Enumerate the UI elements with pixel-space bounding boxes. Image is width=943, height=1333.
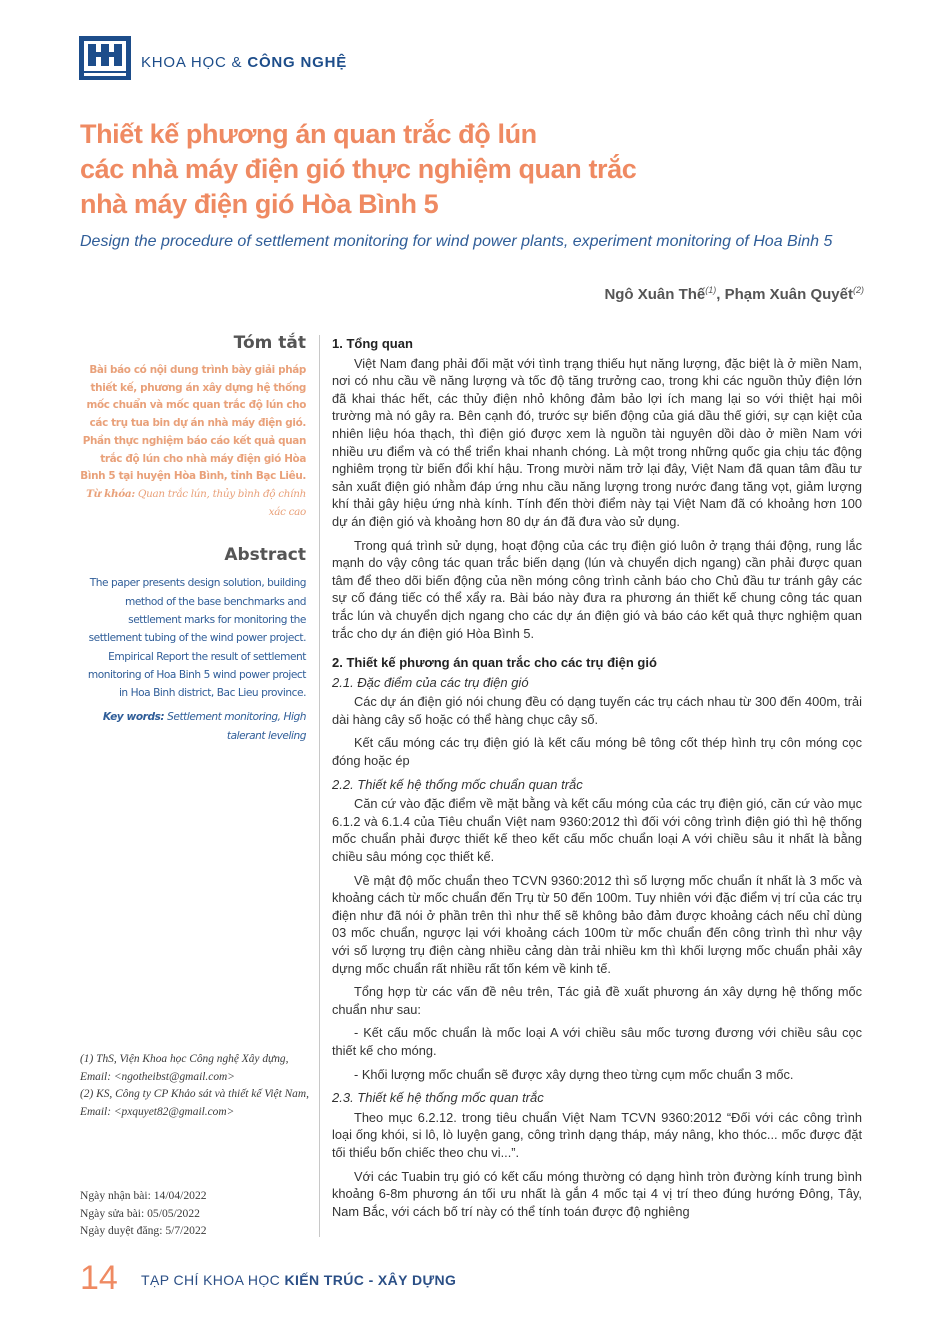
author-footnotes	[80, 1051, 310, 1121]
section-bold: CÔNG NGHỆ	[247, 54, 348, 71]
subsection-2-2-heading: 2.2. Thiết kế hệ thống mốc chuẩn quan trắc	[332, 776, 583, 792]
title-line: nhà máy điện gió Hòa Bình 5	[80, 189, 439, 219]
title-line: Thiết kế phương án quan trắc độ lún	[80, 119, 537, 149]
keywords-en	[80, 708, 306, 745]
paragraph: Với các Tuabin trụ gió có kết cấu móng thường có dạng hình tròn đường kính trung bình khoảng 6-8m phương án tối ưu nhất là gắn 4 mốc tại 4 vị trí theo đúng hướng Đông, Tây, Nam Bắc, với cách bố trí này có thể tính toán được độ nghiêng	[332, 1168, 862, 1219]
paragraph: Việt Nam đang phải đối mặt với tình trạng thiếu hụt năng lượng, đặc biệt là ở miền Nam, nơi có nhu cầu về năng lượng và tốc độ tăng trưởng cao, trong khi các nguồn thủy điện lớn đã khai thác hết, các thủy điện nhỏ không đảm bảo lợi ích mang lại so với thiệt hại môi trường mà nó gây ra. Bên cạnh đó, trước sự biến động của giá dầu thế giới, sự cạn kiệt của nhiên liệu hóa thạch, thì điện gió được xem là nguồn tài nguyên dồi dào ở miền Nam với nhiều ưu điểm và có thể triển khai nhanh chóng. Là một trong những quốc gia chịu tác động nghiêm trọng từ biến đổi khí hậu. Trong mười năm trở lại đây, Việt Nam đã quan tâm đầu tư sản xuất điện gió nhằm đáp ứng nhu cầu năng lượng trong nước đang tăng vọt, giảm lượng khí thải gây hiệu ứng nhà kính. Tính đến thời điểm này tại Việt Nam đã có khoảng hơn 100 dự án điện gió và khoảng hơn 80 dự án đã đưa vào sử dụng.	[332, 355, 862, 529]
section-prefix: KHOA HỌC &	[141, 54, 243, 71]
date-received: Ngày nhận bài: 14/04/2022	[80, 1189, 207, 1202]
author-1: Ngô Xuân Thế	[604, 286, 706, 303]
date-revised: Ngày sửa bài: 05/05/2022	[80, 1206, 200, 1220]
abstract-column	[80, 333, 306, 745]
bullet-item: - Kết cấu mốc chuẩn là mốc loại A với chiều sâu mốc tương đương với chiều sâu cọc thiết kế cho móng.	[332, 1025, 862, 1058]
abstract-en-heading: Abstract	[224, 545, 306, 566]
author-1-affiliation: (1)	[705, 285, 717, 295]
date-accepted: Ngày duyệt đăng: 5/7/2022	[80, 1224, 207, 1238]
article-subtitle: Design the procedure of settlement monitoring for wind power plants, experiment monitoring of Hoa Binh 5	[80, 233, 833, 250]
author-2: Phạm Xuân Quyết	[724, 286, 853, 303]
journal-prefix: TẠP CHÍ KHOA HỌC	[141, 1272, 281, 1288]
abstract-vi-heading: Tóm tắt	[233, 333, 306, 353]
article-dates	[80, 1187, 310, 1240]
footnote-1: (1) ThS, Viện Khoa học Công nghệ Xây dựng, Email: <ngotheibst@gmail.com>	[80, 1053, 289, 1083]
section-label	[141, 54, 347, 71]
article-body	[332, 335, 862, 1220]
bullet-item: - Khối lượng mốc chuẩn sẽ được xây dựng theo từng cụm mốc chuẩn 3 mốc.	[354, 1066, 794, 1082]
title-line: các nhà máy điện gió thực nghiệm quan trắc	[80, 154, 637, 184]
keywords-vi-text: Quan trắc lún, thủy bình độ chính xác cao	[137, 487, 306, 518]
keywords-en-label: Key words:	[102, 711, 165, 724]
institute-logo-icon	[79, 36, 131, 80]
article-title	[80, 117, 860, 222]
author-2-affiliation: (2)	[853, 285, 864, 295]
author-separator: ,	[716, 286, 725, 303]
subsection-2-3-heading: 2.3. Thiết kế hệ thống mốc quan trắc	[332, 1090, 544, 1106]
paragraph: Căn cứ vào đặc điểm về mặt bằng và kết cấu móng của các trụ điện gió, căn cứ vào mục 6.1.2 và 6.1.4 của Tiêu chuẩn Việt nam 9360:2012 thì đối với công trình điện gió thì hệ thống mốc chuẩn phải được thiết kế theo kết cấu mốc chuẩn loại A với chiều sâu it nhất là bằng chiều sâu móng cọc thiết kế.	[332, 796, 862, 865]
keywords-vi-label: Từ khóa:	[86, 487, 135, 500]
abstract-en-text: The paper presents design solution, building method of the base benchmarks and settlement marks for monitoring the settlement tubing of the wind power project. Empirical Report the result of settlement monitoring of Hoa Binh 5 wind power project in Hoa Binh district, Bac Lieu province.	[87, 577, 306, 700]
paragraph: Về mật độ mốc chuẩn theo TCVN 9360:2012 thì số lượng mốc chuẩn ít nhất là 3 mốc và khoảng cách từ mốc chuẩn đến Trụ từ 50 đến 100m. Tuy nhiên với đặc điểm vị trí của các trụ điện như đã nói ở phần trên thì như thế sẽ không bảo đảm được khoảng cách nếu chỉ dùng 03 mốc chuẩn, ngược lại với khoảng cách 100m từ mốc chuẩn đến công trình thì như vậy với số lượng trụ điện càng nhiều cảng dàn trải nhiều km thì khối lượng mốc chuẩn phải xây dựng mốc chuẩn rất nhiều rất tốn kém về kinh tế.	[332, 872, 862, 976]
abstract-vi-text: Bài báo có nội dung trình bày giải pháp thiết kế, phương án xây dựng hệ thống mốc chuẩn và mốc quan trắc độ lún cho các trụ tua bin dự án nhà máy điện gió. Phần thực nghiệm báo cáo kết quả quan trắc độ lún cho nhà máy điện gió Hòa Bình 5 tại huyện Hòa Bình, tỉnh Bạc Liêu.	[80, 364, 306, 483]
keywords-en-text: Settlement monitoring, High talerant leveling	[167, 711, 306, 742]
paragraph: Kết cấu móng các trụ điện gió là kết cấu móng bê tông cốt thép hình trụ côn móng cọc đóng hoặc ép	[332, 735, 862, 769]
footnote-2: (2) KS, Công ty CP Khảo sát và thiết kế Việt Nam,	[80, 1088, 309, 1100]
keywords-vi	[80, 486, 306, 521]
paragraph: Theo mục 6.2.12. trong tiêu chuẩn Việt Nam TCVN 9360:2012 “Đối với các công trình loại ống khói, si lô, lò luyện gang, công trình dạng tháp, máy nâng, kho thóc... mốc được đặt tối thiểu bốn chiếc theo chu vi...”.	[332, 1109, 862, 1160]
journal-name	[141, 1272, 456, 1288]
column-divider	[319, 335, 320, 1237]
footnote-2-email: Email: <pxquyet82@gmail.com>	[80, 1105, 235, 1118]
section-1-heading: 1. Tổng quan	[332, 336, 413, 351]
section-2-heading: 2. Thiết kế phương án quan trắc cho các trụ điện gió	[332, 655, 657, 671]
paragraph: Trong quá trình sử dụng, hoạt động của các trụ điện gió luôn ở trạng thái động, rung lắc mạnh do vậy công tác quan trắc biến dạng (lún và chuyển dịch ngang) cần phải được quan tâm để theo dõi biến động của nền móng công trình cảnh báo cho Chủ đầu tư tránh gây các sự cố đáng tiếc có thể xẩy ra. Bài báo này đưa ra phương án thiết kế chung công tác quan trắc lún và chuyển dịch ngang cho các dự án điện gió và báo cáo kết quả thực nghiệm quan trắc cho dự án điện gió Hòa Bình 5.	[332, 537, 862, 641]
page-number: 14	[80, 1259, 118, 1297]
subsection-2-1-heading: 2.1. Đặc điểm của các trụ điện gió	[332, 674, 529, 690]
journal-bold: KIẾN TRÚC - XÂY DỰNG	[284, 1272, 457, 1288]
paragraph: Tổng hợp từ các vấn đề nêu trên, Tác giả đề xuất phương án xây dựng hệ thống mốc chuẩn như sau:	[332, 984, 862, 1017]
paragraph: Các dự án điện gió nói chung đều có dạng tuyến các trụ cách nhau từ 300 đến 400m, trải dài hàng cây số hoặc có thể hàng chục cây số.	[332, 694, 862, 727]
authors	[604, 285, 864, 303]
